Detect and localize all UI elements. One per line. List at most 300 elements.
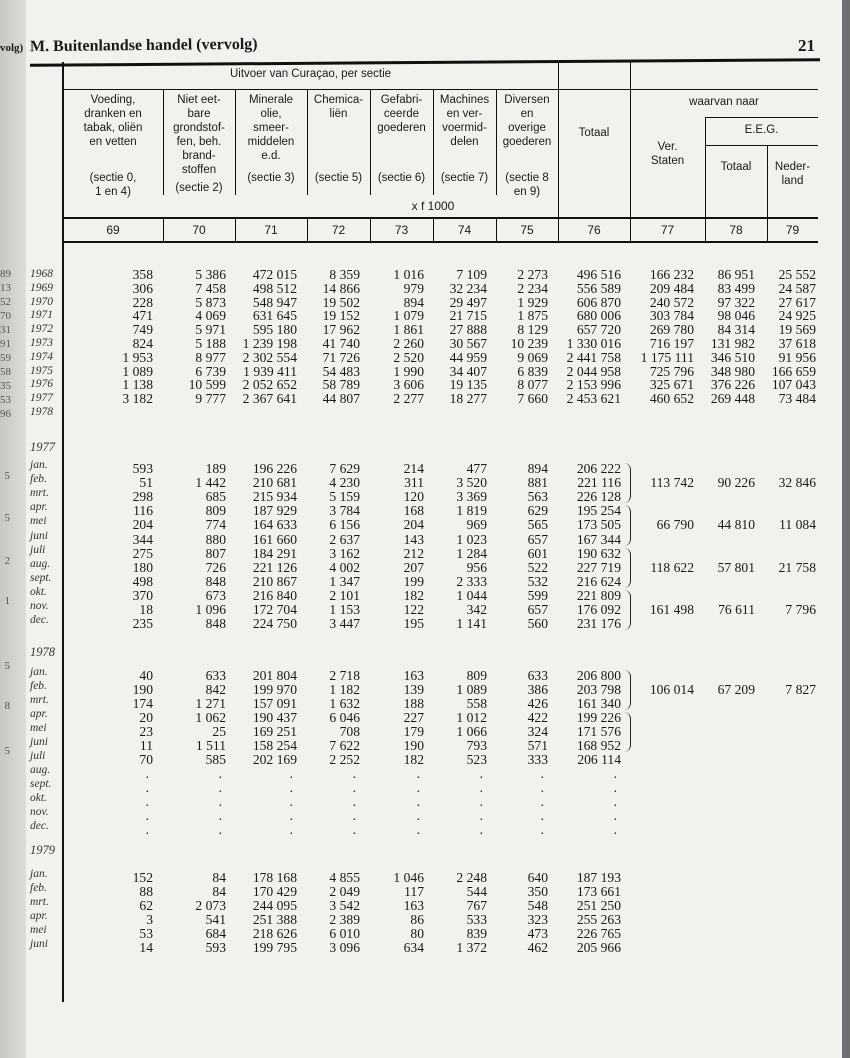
table-cell: . [416,808,420,823]
quarter-brace [624,712,631,752]
header-rule [705,145,818,146]
table-cell: 544 [466,883,487,899]
table-cell: 1 138 [122,377,153,393]
previous-page-fragment: 52 [0,296,11,308]
table-cell: . [540,822,544,837]
table-cell: 196 226 [252,461,297,476]
previous-page-fragment: 89 [0,268,11,280]
table-cell: . [352,808,356,823]
row-label-month: juli [30,750,46,762]
table-cell: 1 239 198 [242,336,297,351]
previous-page-fragment: 31 [0,324,11,336]
table-cell: 168 [403,503,424,519]
table-cell: 8 359 [329,267,360,282]
row-label-year: 1974 [30,350,53,363]
table-cell: 1 089 [122,363,153,379]
table-cell: 24 587 [778,280,816,296]
table-cell: 51 [139,475,153,491]
table-cell: 324 [527,724,548,739]
previous-page-fragment: 5 [4,745,10,757]
header-rule [705,117,818,118]
table-cell: 179 [403,724,424,739]
quarter-value: 7 827 [785,682,816,697]
table-cell: 14 [139,939,153,955]
table-cell: . [540,766,544,781]
quarter-value: 118 622 [650,559,694,575]
table-cell: 163 [403,897,424,913]
quarter-value: 57 801 [717,559,755,575]
table-cell: 422 [527,710,548,725]
table-cell: 2 277 [393,391,424,407]
row-label-month: juni [30,529,48,542]
previous-page-fragment: 1 [4,595,10,607]
table-cell: 842 [205,682,226,697]
table-cell: 131 982 [710,336,755,351]
table-cell: 86 951 [717,267,755,282]
table-cell: 1 175 111 [640,349,694,365]
table-cell: 522 [527,559,548,575]
row-label-month: feb. [30,881,47,894]
table-cell: 173 505 [576,517,621,533]
table-cell: 498 [132,573,153,589]
table-cell: 1 141 [456,616,487,632]
table-cell: 565 [527,517,548,533]
table-cell: 204 [403,517,424,533]
row-label-month: aug. [30,764,51,776]
table-cell: . [289,822,293,837]
table-cell: 161 340 [576,696,621,711]
table-cell: 298 [132,489,153,505]
row-label-month: sept. [30,778,52,790]
table-cell: 1 953 [122,349,153,365]
table-cell: 1 284 [456,545,487,561]
table-cell: 1 632 [329,696,360,711]
table-cell: 235 [132,616,153,632]
table-cell: 1 442 [195,475,226,491]
table-cell: 473 [527,925,548,941]
table-cell: 206 800 [576,668,621,683]
table-cell: 166 232 [649,267,694,282]
table-cell: . [416,794,420,809]
table-cell: . [613,766,617,781]
table-cell: 188 [403,696,424,711]
table-cell: 83 499 [717,280,755,296]
table-cell: 807 [205,545,226,561]
table-cell: 187 193 [576,870,621,885]
table-cell: 472 015 [252,267,297,282]
table-cell: 210 681 [252,475,297,491]
table-cell: 593 [205,939,226,955]
table-cell: 881 [527,475,548,491]
table-cell: 226 128 [576,489,621,505]
quarter-value: 32 846 [778,475,816,491]
table-cell: 471 [132,308,153,324]
table-cell: 1 875 [517,308,548,324]
table-cell: 163 [403,668,424,683]
row-label-month: mrt. [30,895,49,908]
row-label-month: sept. [30,571,52,584]
table-cell: 767 [466,897,487,913]
group-header: Uitvoer van Curaçao, per sectie [229,68,392,80]
table-cell: 212 [403,545,424,561]
column-number: 78 [729,223,743,237]
column-header-label: Machines en ver- voermid- delen [439,94,490,148]
table-cell: 2 302 554 [242,349,297,365]
table-cell: 172 704 [252,602,297,617]
table-cell: 5 873 [195,294,226,310]
table-cell: 533 [466,911,487,927]
table-cell: 216 840 [252,587,297,603]
table-cell: 956 [466,559,487,575]
table-cell: 107 043 [771,377,816,393]
table-cell: 207 [403,559,424,575]
column-number: 73 [394,223,409,237]
table-cell: 4 069 [195,308,226,324]
table-cell: 1 096 [195,602,226,617]
row-label-month: okt. [30,792,47,804]
previous-page-fragment: 58 [0,366,11,378]
table-cell: 240 572 [649,294,694,310]
table-cell: 62 [139,897,153,913]
table-cell: 4 230 [329,475,360,491]
table-cell: 523 [466,752,487,767]
column-header-sectie: (sectie 3) [247,172,295,184]
table-cell: 203 798 [576,682,621,697]
column-header-sectie: (sectie 8 en 9) [505,172,549,198]
table-cell: 178 168 [252,870,297,885]
table-cell: . [479,808,483,823]
quarter-value: 44 810 [717,517,755,533]
row-label-month: okt. [30,585,47,598]
table-cell: . [479,822,483,837]
column-header-label: Minerale olie, smeer- middelen e.d. [247,94,295,162]
table-cell: . [218,822,222,837]
table-cell: 44 807 [322,391,360,407]
quarter-value: 66 790 [656,517,694,533]
table-cell: 4 855 [329,870,360,885]
quarter-value: 113 742 [650,475,694,491]
table-cell: 2 073 [195,897,226,913]
column-header-label: Diversen en overige goederen [502,94,552,148]
table-cell: 2 273 [517,267,548,282]
quarter-value: 76 611 [718,602,755,617]
table-cell: 848 [205,616,226,632]
table-cell: 548 [527,897,548,913]
column-header-label: Ver. Staten [650,141,685,167]
table-cell: . [289,794,293,809]
row-label-year: 1977 [30,392,53,405]
table-cell: 139 [403,682,424,697]
table-cell: 152 [132,870,153,885]
previous-page-fragment: 5 [4,512,10,524]
table-cell: 2 260 [393,336,424,351]
quarter-value: 7 796 [785,602,816,617]
table-cell: 18 277 [449,391,487,407]
table-cell: 180 [132,559,153,575]
table-cell: 426 [527,696,548,711]
running-title: M. Buitenlandse handel (vervolg) [29,35,258,56]
table-cell: 190 [132,682,153,697]
column-number: 69 [106,223,120,237]
table-cell: 19 569 [778,322,816,338]
row-label-month: jan. [30,868,48,880]
table-cell: 1 044 [456,587,487,603]
table-cell: 7 622 [329,738,360,753]
previous-page-fragment: 35 [0,380,11,392]
table-cell: 376 226 [710,377,755,393]
table-cell: 2 718 [329,668,360,683]
table-cell: 176 092 [576,602,621,617]
table-cell: 1 066 [456,724,487,739]
table-cell: . [416,766,420,781]
row-label-month: jan. [30,666,48,678]
table-cell: 23 [139,724,153,739]
row-label-year: 1972 [30,323,53,336]
quarter-value: 11 084 [779,517,816,533]
previous-page-fragment: 5 [4,470,10,482]
table-cell: 563 [527,489,548,505]
table-cell: . [352,822,356,837]
header-top-rule [30,58,820,66]
quarter-value: 161 498 [649,602,694,617]
row-label-month: jan. [30,459,48,471]
table-cell: 716 197 [649,336,694,351]
table-cell: . [218,780,222,795]
table-cell: 7 458 [195,280,226,296]
column-number: 77 [660,223,675,237]
table-cell: 58 789 [322,377,360,393]
table-cell: . [289,780,293,795]
table-cell: 640 [527,870,548,885]
row-label-month: juni [30,736,48,748]
table-cell: 657 [527,531,548,547]
table-cell: 29 497 [449,294,487,310]
table-cell: 3 447 [329,616,360,632]
table-cell: 166 659 [771,363,816,379]
table-cell: 629 [527,503,548,519]
table-cell: 725 796 [649,363,694,379]
table-cell: 4 002 [329,559,360,575]
table-cell: 98 046 [717,308,755,324]
table-cell: 2 333 [456,573,487,589]
row-label-year: 1968 [30,268,53,280]
table-cell: 2 248 [456,870,487,885]
table-cell: 169 251 [252,724,297,739]
table-cell: 1 023 [456,531,487,547]
table-cell: 1 153 [329,602,360,617]
table-cell: 34 407 [449,363,487,379]
row-label-month: mei [30,515,47,528]
row-label-year: 1970 [30,295,53,308]
row-label-year: 1975 [30,364,53,377]
table-cell: . [218,808,222,823]
table-cell: 462 [527,939,548,955]
previous-page-fragment: 5 [4,660,10,672]
table-cell: 70 [139,752,153,767]
table-cell: . [416,822,420,837]
table-cell: 30 567 [449,336,487,351]
table-cell: 1 372 [456,939,487,955]
table-cell: 189 [205,461,226,476]
table-cell: 221 126 [252,559,297,575]
table-cell: 122 [403,602,424,617]
table-cell: 84 [212,870,226,885]
table-cell: 1 046 [393,870,424,885]
table-cell: 5 971 [195,322,226,338]
table-cell: 251 250 [576,897,621,913]
table-cell: 560 [527,616,548,632]
row-label-month: apr. [30,501,48,514]
table-cell: 204 [132,517,153,533]
table-cell: 21 715 [449,308,487,324]
row-label-year: 1973 [30,337,53,349]
table-cell: 228 [132,294,153,310]
table-cell: 195 [403,616,424,632]
previous-page-fragment: 59 [0,352,11,364]
table-cell: 3 162 [329,545,360,561]
table-cell: 633 [205,668,226,683]
table-cell: 3 520 [456,475,487,491]
table-cell: 2 052 652 [242,377,297,393]
table-cell: 325 671 [649,377,694,393]
table-cell: 251 388 [252,911,297,927]
table-cell: 358 [132,267,153,282]
table-cell: 460 652 [649,391,694,407]
table-cell: 10 239 [510,336,548,351]
table-cell: 37 618 [778,336,816,351]
column-header-sectie: (sectie 6) [377,172,426,184]
section-year: 1979 [30,843,55,857]
table-cell: 969 [466,517,487,533]
table-cell: 1 271 [195,696,226,711]
table-cell: 231 176 [576,616,621,632]
unit-label: x f 1000 [411,199,455,213]
table-cell: 199 [403,573,424,589]
table-cell: 8 129 [517,322,548,338]
quarter-value: 67 209 [717,682,755,697]
header-rule [63,89,818,90]
table-cell: 6 839 [517,363,548,379]
table-cell: 1 347 [329,573,360,589]
table-cell: 880 [205,531,226,547]
table-cell: 32 234 [449,280,487,296]
table-cell: . [540,780,544,795]
table-cell: 19 502 [322,294,360,310]
table-cell: 1 939 411 [243,363,297,379]
table-cell: 143 [403,531,424,547]
table-cell: 593 [132,461,153,476]
column-header-label: Totaal [720,161,752,173]
table-cell: 657 720 [576,322,621,338]
table-cell: 1 330 016 [566,336,621,351]
destination-header: waarvan naar [689,96,759,108]
previous-page-fragment: 53 [0,394,11,406]
table-cell: 1 062 [195,710,226,725]
row-label-month: mrt. [30,487,49,500]
row-label-month: mrt. [30,694,49,706]
table-cell: 556 589 [576,280,621,296]
table-cell: 182 [403,587,424,603]
column-header-sectie: (sectie 0, 1 en 4) [89,172,137,198]
table-cell: 3 [146,911,153,927]
table-cell: . [352,780,356,795]
table-cell: 1 079 [393,308,424,324]
column-header-sectie: (sectie 5) [314,172,363,184]
table-cell: 170 429 [252,883,297,899]
row-label-month: feb. [30,473,47,486]
table-cell: 199 970 [252,682,297,697]
row-label-year: 1976 [30,378,53,391]
table-cell: 158 254 [252,738,297,753]
table-cell: 477 [466,461,487,476]
table-cell: 2 389 [329,911,360,927]
table-cell: 1 861 [393,322,424,338]
table-cell: 894 [403,294,424,310]
row-label-month: feb. [30,680,47,692]
table-cell: 116 [133,503,153,519]
table-cell: 7 109 [456,267,487,282]
table-cell: . [289,808,293,823]
table-cell: . [479,794,483,809]
table-cell: 218 626 [252,925,297,941]
table-cell: 9 069 [517,349,548,365]
table-cell: 1 990 [393,363,424,379]
table-cell: 532 [527,573,548,589]
column-header-label: Neder- land [774,161,811,187]
table-cell: 685 [205,489,226,505]
table-cell: 306 [132,280,153,296]
table-cell: . [145,780,149,795]
table-cell: 809 [205,503,226,519]
table-cell: 206 222 [576,461,621,476]
table-cell: 88 [139,883,153,899]
table-cell: 18 [139,602,153,617]
table-cell: . [613,794,617,809]
table-cell: 167 344 [576,531,621,547]
table-cell: 226 765 [576,925,621,941]
table-cell: 206 114 [577,752,621,767]
table-cell: 25 552 [778,267,816,282]
table-cell: 5 159 [329,489,360,505]
eeg-header: E.E.G. [744,124,779,136]
table-cell: . [145,822,149,837]
column-header-sectie: (sectie 2) [175,182,223,194]
table-cell: 344 [132,531,153,547]
table-cell: . [540,808,544,823]
table-cell: 91 956 [778,349,816,365]
table-cell: 275 [132,545,153,561]
row-label-month: aug. [30,557,51,570]
previous-page-fragment: 96 [0,408,11,420]
table-cell: 54 483 [322,363,360,379]
table-cell: 224 750 [252,616,297,632]
table-cell: 9 777 [195,391,226,407]
table-cell: 24 925 [778,308,816,324]
table-cell: 97 322 [717,294,755,310]
section-year: 1978 [30,645,55,659]
table-cell: 633 [527,668,548,683]
table-cell: 84 [212,883,226,899]
row-label-month: juni [30,937,48,950]
table-cell: 209 484 [649,280,694,296]
table-cell: 173 661 [576,883,621,899]
table-cell: 839 [466,925,487,941]
table-cell: 894 [527,461,548,476]
table-cell: 53 [139,925,153,941]
table-cell: 199 795 [252,939,297,955]
table-cell: 809 [466,668,487,683]
table-cell: 657 [527,602,548,617]
